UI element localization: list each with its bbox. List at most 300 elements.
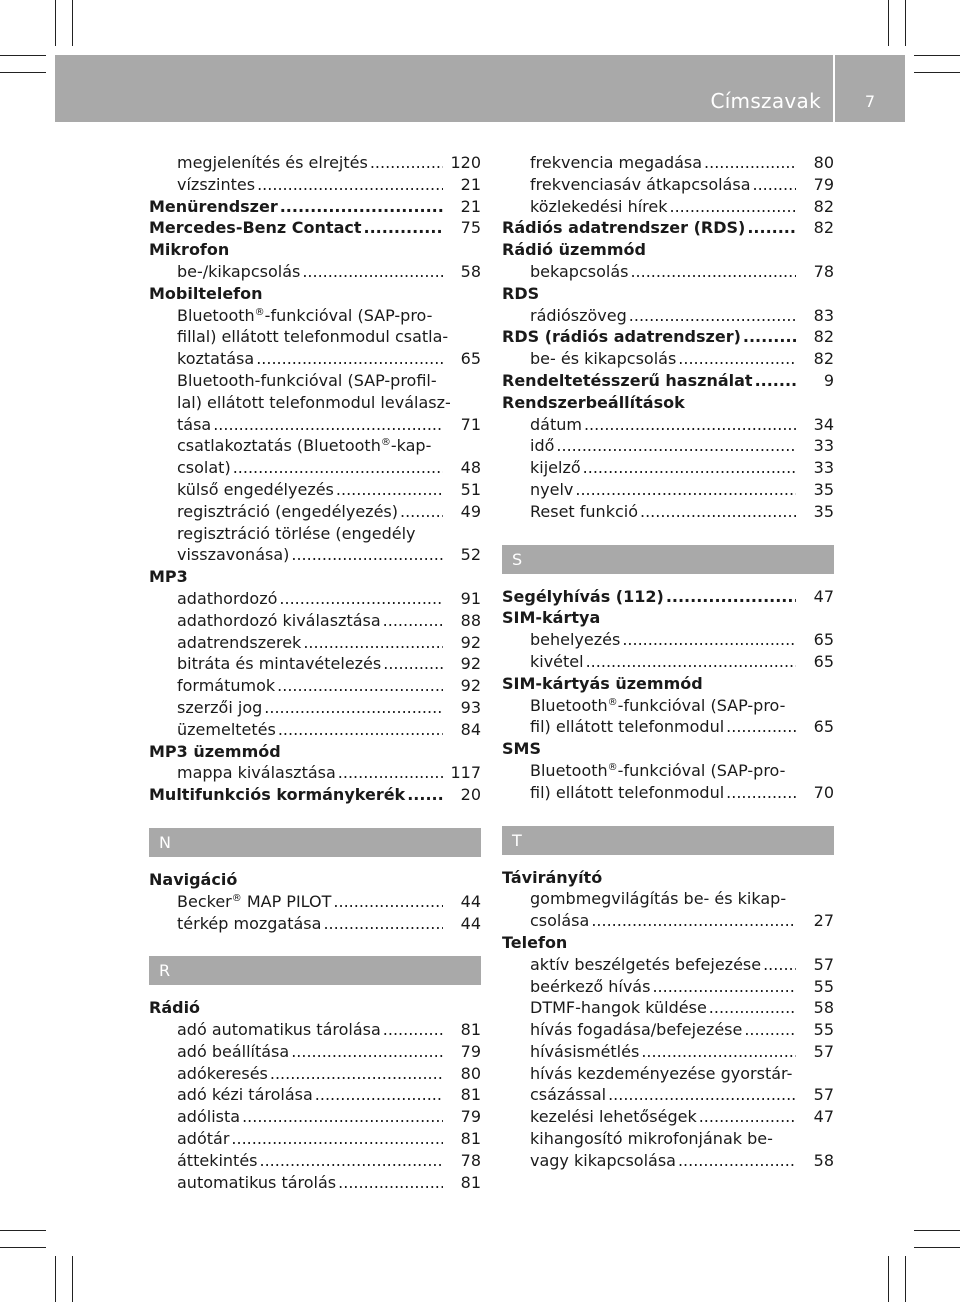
crop-mark xyxy=(905,1256,906,1302)
index-entry xyxy=(149,501,481,523)
dot-leader xyxy=(257,174,443,196)
page-reference: 27 xyxy=(813,911,834,931)
index-entry xyxy=(502,910,834,932)
index-entry xyxy=(149,697,481,719)
page-reference: 48 xyxy=(460,458,481,478)
entry-text-part: MAP PILOT xyxy=(241,891,332,911)
dot-leader xyxy=(575,479,796,501)
dot-leader xyxy=(704,152,796,174)
entry-text-part: Bluetooth xyxy=(530,760,608,780)
page-reference: 75 xyxy=(460,218,481,238)
page-reference: 70 xyxy=(813,782,834,802)
entry-text: Reset funkció xyxy=(530,501,638,521)
entry-text: adólista xyxy=(177,1107,241,1127)
dot-leader xyxy=(270,1063,443,1085)
dot-leader xyxy=(622,629,796,651)
crop-mark xyxy=(0,1230,46,1231)
dot-leader xyxy=(242,1106,443,1128)
index-entry xyxy=(149,913,481,935)
crop-mark xyxy=(888,0,889,46)
dot-leader xyxy=(640,501,796,523)
crop-mark xyxy=(914,1230,960,1231)
dot-leader xyxy=(630,261,796,283)
entry-text-part: Bluetooth xyxy=(177,305,255,325)
index-entry xyxy=(149,479,481,501)
entry-text: bekapcsolás xyxy=(530,261,629,281)
index-entry xyxy=(149,414,481,436)
page-reference: 92 xyxy=(460,632,481,652)
entry-text: tása xyxy=(177,414,212,434)
page-reference: 92 xyxy=(460,676,481,696)
dot-leader xyxy=(323,913,443,935)
crop-mark xyxy=(72,0,73,46)
page-reference: 81 xyxy=(460,1172,481,1192)
index-heading xyxy=(149,239,481,261)
page-reference: 78 xyxy=(460,1150,481,1170)
dot-leader xyxy=(302,261,443,283)
section-spacer xyxy=(502,804,834,826)
page-reference: 93 xyxy=(460,697,481,717)
index-column-left xyxy=(149,152,481,1193)
crop-mark xyxy=(905,0,906,46)
dot-leader xyxy=(370,152,443,174)
heading-text: SIM-kártyás üzemmód xyxy=(502,673,703,693)
index-entry xyxy=(502,196,834,218)
entry-text: adókeresés xyxy=(177,1063,268,1083)
dot-leader xyxy=(670,196,797,218)
page-reference: 81 xyxy=(460,1129,481,1149)
index-line xyxy=(502,888,834,910)
index-entry xyxy=(149,588,481,610)
entry-text: frekvenciasáv átkapcsolása xyxy=(530,174,751,194)
page-reference: 80 xyxy=(813,153,834,172)
page-reference: 83 xyxy=(813,305,834,325)
index-entry xyxy=(502,1084,834,1106)
index-entry xyxy=(149,891,481,913)
entry-text: nyelv xyxy=(530,479,574,499)
page-reference: 84 xyxy=(460,719,481,739)
entry-text xyxy=(177,436,433,455)
index-heading xyxy=(149,869,481,891)
heading-text: MP3 üzemmód xyxy=(149,741,281,761)
page-reference: 92 xyxy=(460,654,481,674)
dot-leader xyxy=(678,1150,796,1172)
page-reference: 79 xyxy=(460,1107,481,1127)
entry-text: kijelző xyxy=(530,458,581,478)
index-entry xyxy=(502,976,834,998)
index-entry xyxy=(502,348,834,370)
page-reference: 57 xyxy=(813,1041,834,1061)
index-heading xyxy=(149,741,481,763)
section-letter-s: S xyxy=(502,545,834,574)
index-entry xyxy=(502,479,834,501)
dot-leader xyxy=(744,1019,796,1041)
dot-leader xyxy=(303,632,443,654)
dot-leader xyxy=(678,348,796,370)
index-entry xyxy=(502,457,834,479)
dot-leader xyxy=(383,653,443,675)
index-entry xyxy=(149,457,481,479)
dot-leader xyxy=(256,348,443,370)
page-reference: 82 xyxy=(813,349,834,369)
page-reference: 34 xyxy=(813,414,834,434)
index-heading xyxy=(149,283,481,305)
entry-text-part: -funkcióval (SAP-pro- xyxy=(617,760,786,780)
index-heading xyxy=(502,673,834,695)
entry-text: csolat) xyxy=(177,458,231,478)
page-reference: 55 xyxy=(813,976,834,996)
dot-leader xyxy=(213,414,443,436)
page-reference: 91 xyxy=(460,588,481,608)
page-reference: 52 xyxy=(460,545,481,565)
page-title: Címszavak xyxy=(710,89,821,113)
entry-text: DTMF-hangok küldése xyxy=(530,998,707,1018)
index-heading xyxy=(502,738,834,760)
dot-leader xyxy=(383,1019,443,1041)
dot-leader xyxy=(260,1150,444,1172)
entry-text-part: -funkcióval (SAP-pro- xyxy=(264,305,433,325)
entry-text: fillal) ellátott telefonmodul csatla- xyxy=(177,327,449,347)
entry-text: visszavonása) xyxy=(177,545,290,565)
heading-text: SIM-kártya xyxy=(502,608,601,628)
dot-leader xyxy=(586,651,796,673)
page-reference: 21 xyxy=(460,196,481,216)
page-reference: 44 xyxy=(460,891,481,911)
page-reference: 88 xyxy=(460,610,481,630)
entry-text: kezelési lehetőségek xyxy=(530,1107,697,1127)
index-entry xyxy=(149,1150,481,1172)
page-reference: 81 xyxy=(460,1020,481,1040)
index-entry xyxy=(149,1063,481,1085)
index-line xyxy=(502,1128,834,1150)
index-line xyxy=(149,370,481,392)
page-reference: 35 xyxy=(813,479,834,499)
dot-leader xyxy=(400,501,443,523)
index-entry xyxy=(502,261,834,283)
entry-text-part: Becker xyxy=(177,891,232,911)
page-number: 7 xyxy=(864,92,876,111)
index-entry xyxy=(149,174,481,196)
heading-text: SMS xyxy=(502,739,541,759)
page-reference: 57 xyxy=(813,954,834,974)
page-reference: 82 xyxy=(813,218,834,238)
dot-leader xyxy=(747,217,796,239)
entry-text: Mercedes-Benz Contact xyxy=(149,218,362,238)
entry-text: regisztráció (engedélyezés) xyxy=(177,501,398,521)
index-entry xyxy=(149,1019,481,1041)
entry-text: vagy kikapcsolása xyxy=(530,1150,676,1170)
index-entry xyxy=(502,305,834,327)
heading-text: Navigáció xyxy=(149,869,238,889)
index-entry xyxy=(502,370,834,392)
page-reference: 47 xyxy=(813,586,834,606)
page-reference: 81 xyxy=(460,1085,481,1105)
entry-text-part: csatlakoztatás (Bluetooth xyxy=(177,436,381,456)
index-line xyxy=(149,392,481,414)
index-entry xyxy=(149,348,481,370)
entry-text-part: -kap- xyxy=(390,436,432,456)
crop-mark xyxy=(55,1256,56,1302)
page-header xyxy=(55,55,905,122)
entry-text: adótár xyxy=(177,1129,230,1149)
entry-text-part: -funkcióval (SAP-pro- xyxy=(617,695,786,715)
page-reference: 58 xyxy=(460,261,481,281)
index-entry xyxy=(502,586,834,608)
entry-text: formátumok xyxy=(177,676,276,696)
dot-leader xyxy=(291,1041,443,1063)
entry-text: gombmegvilágítás be- és kikap- xyxy=(530,889,787,909)
index-line xyxy=(149,523,481,545)
entry-text: lal) ellátott telefonmodul leválasz- xyxy=(177,392,451,412)
dot-leader xyxy=(753,174,797,196)
index-entry xyxy=(502,1041,834,1063)
page-reference: 9 xyxy=(823,370,834,390)
crop-mark xyxy=(55,0,56,46)
dot-leader xyxy=(608,1084,796,1106)
entry-text: beérkező hívás xyxy=(530,976,651,996)
dot-leader xyxy=(338,1172,443,1194)
entry-text: mappa kiválasztása xyxy=(177,763,336,783)
entry-text: térkép mozgatása xyxy=(177,913,322,933)
page-reference: 21 xyxy=(460,174,481,194)
entry-text: üzemeltetés xyxy=(177,719,276,739)
page-reference: 44 xyxy=(460,913,481,933)
index-entry xyxy=(502,782,834,804)
dot-leader xyxy=(666,586,796,608)
index-heading xyxy=(149,566,481,588)
dot-leader xyxy=(709,997,796,1019)
entry-text: automatikus tárolás xyxy=(177,1172,337,1192)
entry-text: hívás fogadása/befejezése xyxy=(530,1020,743,1040)
entry-text: csázással xyxy=(530,1085,607,1105)
page-reference: 58 xyxy=(813,998,834,1018)
entry-text xyxy=(177,306,434,325)
heading-text: Rádió xyxy=(149,998,201,1018)
section-spacer xyxy=(149,806,481,828)
index-heading xyxy=(502,239,834,261)
entry-text: behelyezés xyxy=(530,630,621,650)
index-heading xyxy=(502,392,834,414)
heading-text: Mikrofon xyxy=(149,240,230,260)
crop-mark xyxy=(0,72,46,73)
index-entry xyxy=(502,435,834,457)
page-reference: 58 xyxy=(813,1150,834,1170)
entry-text xyxy=(530,696,787,715)
index-entry xyxy=(502,1106,834,1128)
entry-text: külső engedélyezés xyxy=(177,479,334,499)
page-reference: 65 xyxy=(460,349,481,369)
entry-text: frekvencia megadása xyxy=(530,153,703,172)
entry-text: be- és kikapcsolás xyxy=(530,349,677,369)
page-reference: 57 xyxy=(813,1085,834,1105)
index-entry xyxy=(502,997,834,1019)
index-heading xyxy=(502,607,834,629)
index-heading xyxy=(502,932,834,954)
entry-text: regisztráció törlése (engedély xyxy=(177,523,416,543)
section-spacer xyxy=(149,934,481,956)
dot-leader xyxy=(641,1041,796,1063)
page-reference: 51 xyxy=(460,479,481,499)
entry-text: fil) ellátott telefonmodul xyxy=(530,717,725,737)
dot-leader xyxy=(556,435,796,457)
index-entry xyxy=(149,762,481,784)
entry-text: adó kézi tárolása xyxy=(177,1085,313,1105)
dot-leader xyxy=(280,196,443,218)
index-entry xyxy=(502,501,834,523)
dot-leader xyxy=(383,610,443,632)
dot-leader xyxy=(336,479,443,501)
index-entry xyxy=(149,1041,481,1063)
index-entry xyxy=(502,217,834,239)
dot-leader xyxy=(338,762,443,784)
index-entry xyxy=(502,1150,834,1172)
index-entry xyxy=(502,954,834,976)
page-reference: 79 xyxy=(813,174,834,194)
crop-mark xyxy=(914,1247,960,1248)
entry-text: bitráta és mintavételezés xyxy=(177,654,382,674)
page-reference: 117 xyxy=(450,763,481,783)
entry-text: Rádiós adatrendszer (RDS) xyxy=(502,218,746,238)
index-line xyxy=(149,305,481,327)
entry-text: hívás kezdeményezése gyorstár- xyxy=(530,1063,793,1083)
page-reference: 33 xyxy=(813,458,834,478)
entry-text: Multifunkciós kormánykerék xyxy=(149,785,406,805)
page-reference: 120 xyxy=(450,153,481,172)
index-heading xyxy=(502,283,834,305)
crop-mark xyxy=(914,55,960,56)
index-entry xyxy=(502,1019,834,1041)
section-spacer xyxy=(502,523,834,545)
index-entry xyxy=(149,152,481,174)
dot-leader xyxy=(629,305,796,327)
index-entry xyxy=(149,632,481,654)
dot-leader xyxy=(315,1084,443,1106)
page-reference: 20 xyxy=(460,785,481,805)
index-entry xyxy=(502,414,834,436)
entry-text: áttekintés xyxy=(177,1150,258,1170)
crop-mark xyxy=(914,72,960,73)
registered-mark: ® xyxy=(607,696,618,708)
index-entry xyxy=(149,653,481,675)
index-entry xyxy=(149,261,481,283)
dot-leader xyxy=(407,784,443,806)
entry-text xyxy=(177,891,333,913)
dot-leader xyxy=(743,326,796,348)
dot-leader xyxy=(726,782,796,804)
crop-mark xyxy=(72,1256,73,1302)
entry-text: Bluetooth-funkcióval (SAP-profil- xyxy=(177,370,437,390)
entry-text: kihangosító mikrofonjának be- xyxy=(530,1129,773,1149)
index-entry xyxy=(502,174,834,196)
entry-text: csolása xyxy=(530,911,590,931)
page-reference: 78 xyxy=(813,261,834,281)
entry-text: adó automatikus tárolása xyxy=(177,1020,381,1040)
heading-text: Távirányító xyxy=(502,867,603,887)
dot-leader xyxy=(583,457,796,479)
index-entry xyxy=(149,1128,481,1150)
section-letter-r: R xyxy=(149,956,481,985)
index-entry xyxy=(149,675,481,697)
section-letter-n: N xyxy=(149,828,481,857)
entry-text: adó beállítása xyxy=(177,1041,290,1061)
page-reference: 82 xyxy=(813,196,834,216)
heading-text: Rádió üzemmód xyxy=(502,240,646,260)
dot-leader xyxy=(231,1128,443,1150)
section-letter-t: T xyxy=(502,826,834,855)
heading-text: RDS xyxy=(502,283,540,303)
index-line xyxy=(149,435,481,457)
entry-text: közlekedési hírek xyxy=(530,196,668,216)
page-reference: 80 xyxy=(460,1063,481,1083)
entry-text: koztatása xyxy=(177,349,255,369)
entry-text: dátum xyxy=(530,414,582,434)
page-reference: 55 xyxy=(813,1020,834,1040)
page-reference: 47 xyxy=(813,1107,834,1127)
dot-leader xyxy=(277,675,443,697)
index-entry xyxy=(149,1106,481,1128)
index-column-right xyxy=(502,152,834,1172)
page-reference: 49 xyxy=(460,501,481,521)
page-reference: 71 xyxy=(460,414,481,434)
entry-text: idő xyxy=(530,436,555,456)
entry-text: hívásismétlés xyxy=(530,1041,640,1061)
crop-mark xyxy=(888,1256,889,1302)
crop-mark xyxy=(0,1247,46,1248)
heading-text: Mobiltelefon xyxy=(149,283,263,303)
crop-mark xyxy=(0,55,46,56)
page-reference: 82 xyxy=(813,327,834,347)
entry-text: megjelenítés és elrejtés xyxy=(177,153,368,172)
dot-leader xyxy=(755,370,796,392)
index-entry xyxy=(149,217,481,239)
dot-leader xyxy=(279,588,443,610)
dot-leader xyxy=(652,976,796,998)
index-heading xyxy=(149,997,481,1019)
entry-text: adathordozó kiválasztása xyxy=(177,610,381,630)
registered-mark: ® xyxy=(380,437,391,449)
entry-text: szerzői jog xyxy=(177,697,263,717)
entry-text: Menürendszer xyxy=(149,196,278,216)
index-line xyxy=(502,695,834,717)
entry-text: aktív beszélgetés befejezése xyxy=(530,954,762,974)
page-reference: 65 xyxy=(813,651,834,671)
page-reference: 79 xyxy=(460,1041,481,1061)
index-entry xyxy=(149,1084,481,1106)
index-line xyxy=(502,1063,834,1085)
heading-text: Rendszerbeállítások xyxy=(502,392,685,412)
index-entry xyxy=(502,716,834,738)
entry-text: adatrendszerek xyxy=(177,632,302,652)
page-reference: 65 xyxy=(813,717,834,737)
index-entry xyxy=(149,1172,481,1194)
dot-leader xyxy=(591,910,796,932)
dot-leader xyxy=(278,719,443,741)
dot-leader xyxy=(726,716,796,738)
heading-text: MP3 xyxy=(149,567,188,587)
index-entry xyxy=(502,152,834,174)
entry-text: kivétel xyxy=(530,651,584,671)
dot-leader xyxy=(763,954,796,976)
index-line xyxy=(502,760,834,782)
entry-text: be-/kikapcsolás xyxy=(177,261,301,281)
index-entry xyxy=(149,719,481,741)
page-reference: 33 xyxy=(813,436,834,456)
index-entry xyxy=(149,544,481,566)
dot-leader xyxy=(584,414,796,436)
entry-text: fil) ellátott telefonmodul xyxy=(530,782,725,802)
dot-leader xyxy=(364,217,444,239)
dot-leader xyxy=(291,544,443,566)
